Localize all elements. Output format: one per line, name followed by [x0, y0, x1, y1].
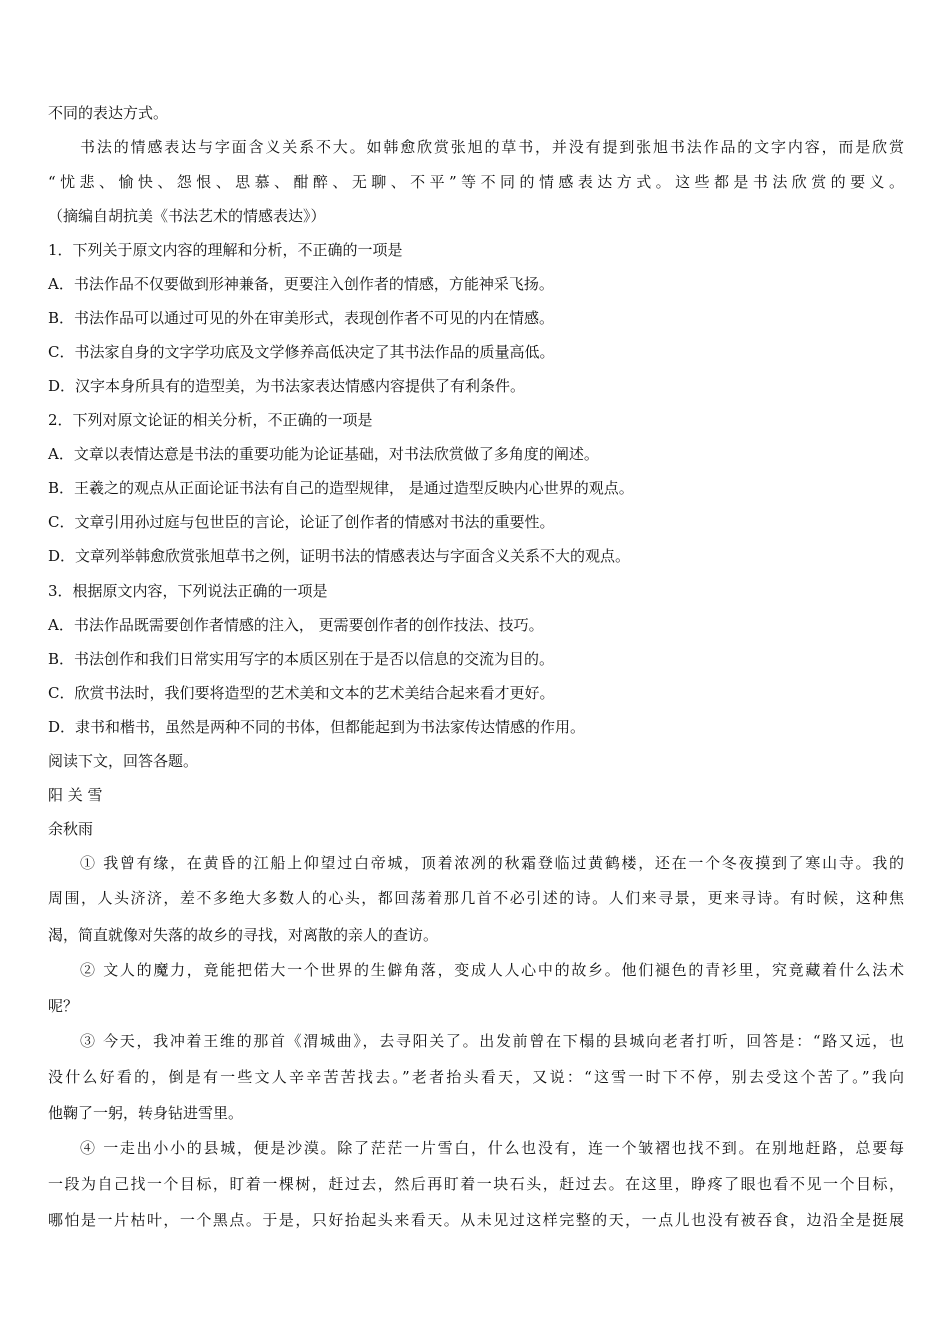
passage-line: 不同的表达方式。 — [48, 104, 169, 122]
question-option: B．书法作品可以通过可见的外在审美形式，表现创作者不可见的内在情感。 — [48, 309, 555, 327]
passage-source: （摘编自胡抗美《书法艺术的情感表达》） — [48, 207, 326, 225]
question-option: A．书法作品不仅要做到形神兼备，更要注入创作者的情感，方能神采飞扬。 — [48, 275, 554, 293]
question-option: C．欣赏书法时，我们要将造型的艺术美和文本的艺术美结合起来看才更好。 — [48, 684, 555, 702]
question-stem: 1．下列关于原文内容的理解和分析，不正确的一项是 — [48, 241, 403, 259]
reading-instruction: 阅读下文，回答各题。 — [48, 752, 199, 770]
essay-line: 一段为自己找一个目标，盯着一棵树，赶过去，然后再盯着一块石头，赶过去。在这里，睁疼了眼也看不见一个目标， — [48, 1175, 904, 1193]
essay-author: 余秋雨 — [48, 820, 94, 838]
essay-line: 他鞠了一躬，转身钻进雪里。 — [48, 1104, 244, 1122]
question-stem: 3．根据原文内容，下列说法正确的一项是 — [48, 582, 328, 600]
essay-line: 周围，人头济济，差不多绝大多数人的心头，都回荡着那几首不必引述的诗。人们来寻景，更来寻诗。有时候，这种焦 — [48, 889, 904, 907]
essay-line: 呢？ — [48, 997, 79, 1015]
question-option: A．书法作品既需要创作者情感的注入， 更需要创作者的创作技法、技巧。 — [48, 616, 544, 634]
question-option: A．文章以表情达意是书法的重要功能为论证基础，对书法欣赏做了多角度的阐述。 — [48, 445, 599, 463]
essay-line: 哪怕是一片枯叶，一个黑点。于是，只好抬起头来看天。从未见过这样完整的天，一点儿也没有被吞食，边沿全是挺展 — [48, 1211, 904, 1229]
question-option: D．汉字本身所具有的造型美，为书法家表达情感内容提供了有利条件。 — [48, 377, 526, 395]
passage-line: “忧悲、愉快、怨恨、思慕、酣醉、无聊、不平”等不同的情感表达方式。这些都是书法欣赏的要义。 — [48, 173, 904, 191]
essay-line: ① 我曾有缘，在黄昏的江船上仰望过白帝城，顶着浓冽的秋霜登临过黄鹤楼，还在一个冬夜摸到了寒山寺。我的 — [80, 854, 904, 872]
essay-line: 渴，简直就像对失落的故乡的寻找，对离散的亲人的查访。 — [48, 926, 439, 944]
essay-title: 阳 关 雪 — [48, 786, 103, 804]
essay-line: 没什么好看的，倒是有一些文人辛辛苦苦找去。”老者抬头看天，又说：“这雪一时下不停，别去受这个苦了。”我向 — [48, 1068, 904, 1086]
question-option: D．隶书和楷书，虽然是两种不同的书体，但都能起到为书法家传达情感的作用。 — [48, 718, 586, 736]
essay-line: ③ 今天，我冲着王维的那首《渭城曲》，去寻阳关了。出发前曾在下榻的县城向老者打听，回答是：“路又远，也 — [80, 1032, 904, 1050]
essay-line: ④ 一走出小小的县城，便是沙漠。除了茫茫一片雪白，什么也没有，连一个皱褶也找不到。在别地赶路，总要每 — [80, 1139, 904, 1157]
question-option: C．文章引用孙过庭与包世臣的言论，论证了创作者的情感对书法的重要性。 — [48, 513, 555, 531]
question-option: D．文章列举韩愈欣赏张旭草书之例，证明书法的情感表达与字面含义关系不大的观点。 — [48, 547, 631, 565]
question-option: B．王羲之的观点从正面论证书法有自己的造型规律， 是通过造型反映内心世界的观点。 — [48, 479, 634, 497]
passage-line: 书法的情感表达与字面含义关系不大。如韩愈欣赏张旭的草书，并没有提到张旭书法作品的文字内容，而是欣赏 — [80, 138, 904, 156]
question-option: B．书法创作和我们日常实用写字的本质区别在于是否以信息的交流为目的。 — [48, 650, 555, 668]
question-option: C．书法家自身的文字学功底及文学修养高低决定了其书法作品的质量高低。 — [48, 343, 555, 361]
essay-line: ② 文人的魔力，竟能把偌大一个世界的生僻角落，变成人人心中的故乡。他们褪色的青衫里，究竟藏着什么法术 — [80, 961, 904, 979]
question-stem: 2．下列对原文论证的相关分析，不正确的一项是 — [48, 411, 373, 429]
